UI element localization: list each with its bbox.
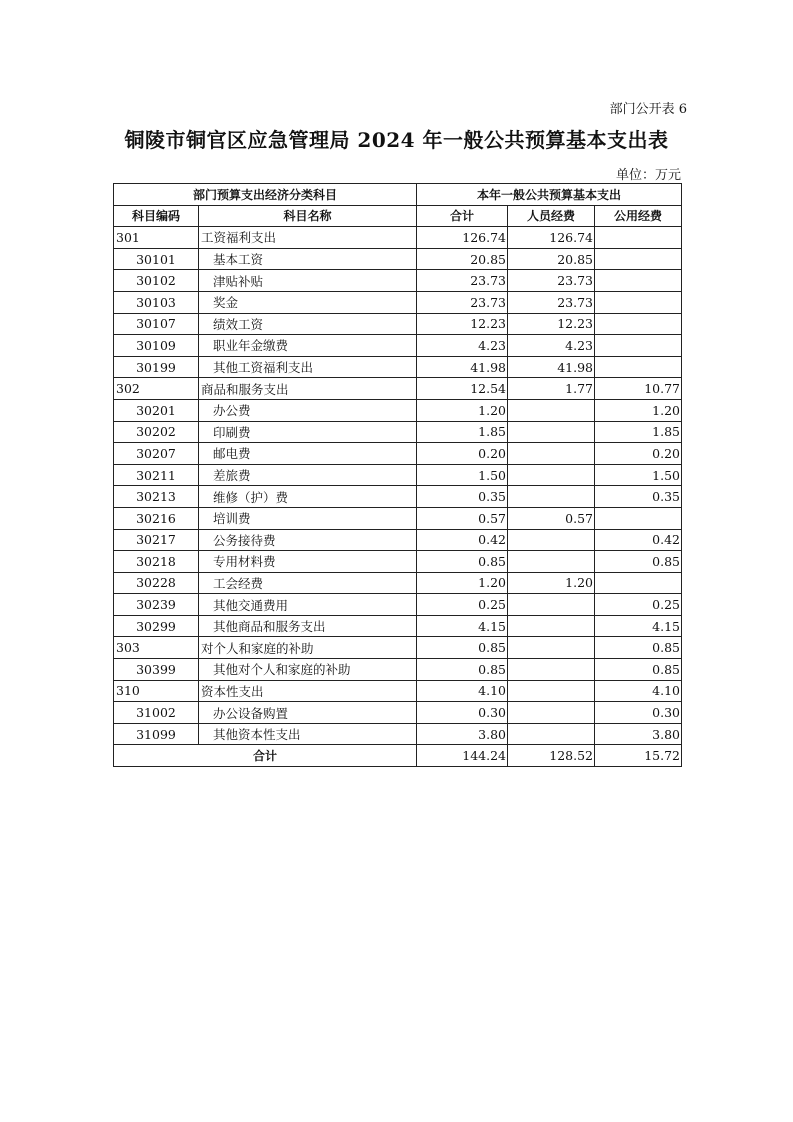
row-public: 10.77 bbox=[595, 378, 682, 400]
row-total: 41.98 bbox=[417, 356, 508, 378]
row-code: 30239 bbox=[114, 594, 199, 616]
row-name: 办公设备购置 bbox=[199, 702, 417, 724]
row-public: 0.30 bbox=[595, 702, 682, 724]
header-public: 公用经费 bbox=[595, 205, 682, 227]
row-code: 302 bbox=[114, 378, 199, 400]
row-total: 4.10 bbox=[417, 680, 508, 702]
row-total: 0.57 bbox=[417, 507, 508, 529]
row-public: 4.15 bbox=[595, 615, 682, 637]
row-total: 0.20 bbox=[417, 443, 508, 465]
budget-table bbox=[113, 183, 682, 767]
row-code: 30399 bbox=[114, 659, 199, 681]
total-amount: 144.24 bbox=[417, 745, 508, 767]
row-code: 30217 bbox=[114, 529, 199, 551]
total-public: 15.72 bbox=[595, 745, 682, 767]
row-total: 1.50 bbox=[417, 464, 508, 486]
row-total: 1.85 bbox=[417, 421, 508, 443]
table-row bbox=[114, 291, 682, 313]
row-code: 303 bbox=[114, 637, 199, 659]
row-personnel: 20.85 bbox=[508, 248, 595, 270]
row-name: 公务接待费 bbox=[199, 529, 417, 551]
row-total: 0.30 bbox=[417, 702, 508, 724]
row-public: 0.85 bbox=[595, 551, 682, 573]
row-name: 其他对个人和家庭的补助 bbox=[199, 659, 417, 681]
table-row bbox=[114, 464, 682, 486]
row-public bbox=[595, 572, 682, 594]
row-code: 30207 bbox=[114, 443, 199, 465]
row-personnel: 23.73 bbox=[508, 270, 595, 292]
page-title: 铜陵市铜官区应急管理局 2024 年一般公共预算基本支出表 bbox=[124, 128, 669, 152]
row-personnel bbox=[508, 551, 595, 573]
table-row bbox=[114, 421, 682, 443]
row-public: 1.50 bbox=[595, 464, 682, 486]
row-public bbox=[595, 356, 682, 378]
row-total: 12.23 bbox=[417, 313, 508, 335]
header-group-classification: 部门预算支出经济分类科目 bbox=[114, 184, 417, 206]
row-total: 0.25 bbox=[417, 594, 508, 616]
row-public: 1.85 bbox=[595, 421, 682, 443]
table-row bbox=[114, 723, 682, 745]
table-row bbox=[114, 572, 682, 594]
row-total: 1.20 bbox=[417, 399, 508, 421]
row-total: 23.73 bbox=[417, 291, 508, 313]
table-row bbox=[114, 399, 682, 421]
row-name: 差旅费 bbox=[199, 464, 417, 486]
table-row bbox=[114, 486, 682, 508]
row-name: 资本性支出 bbox=[199, 680, 417, 702]
row-total: 126.74 bbox=[417, 227, 508, 249]
row-name: 职业年金缴费 bbox=[199, 335, 417, 357]
header-code: 科目编码 bbox=[114, 205, 199, 227]
row-total: 0.35 bbox=[417, 486, 508, 508]
header-total: 合计 bbox=[417, 205, 508, 227]
row-total: 0.42 bbox=[417, 529, 508, 551]
row-total: 4.15 bbox=[417, 615, 508, 637]
row-code: 30199 bbox=[114, 356, 199, 378]
row-code: 30228 bbox=[114, 572, 199, 594]
row-personnel: 4.23 bbox=[508, 335, 595, 357]
row-public bbox=[595, 313, 682, 335]
row-personnel bbox=[508, 659, 595, 681]
table-row bbox=[114, 551, 682, 573]
row-total: 4.23 bbox=[417, 335, 508, 357]
form-number: 部门公开表 6 bbox=[609, 102, 687, 117]
header-personnel: 人员经费 bbox=[508, 205, 595, 227]
row-code: 30211 bbox=[114, 464, 199, 486]
row-code: 30202 bbox=[114, 421, 199, 443]
table-body bbox=[114, 227, 682, 745]
row-personnel: 126.74 bbox=[508, 227, 595, 249]
row-public bbox=[595, 248, 682, 270]
row-public: 0.35 bbox=[595, 486, 682, 508]
row-personnel bbox=[508, 464, 595, 486]
unit-label: 单位：万元 bbox=[615, 168, 681, 183]
row-code: 30213 bbox=[114, 486, 199, 508]
table-row bbox=[114, 227, 682, 249]
row-name: 绩效工资 bbox=[199, 313, 417, 335]
row-name: 办公费 bbox=[199, 399, 417, 421]
row-code: 30103 bbox=[114, 291, 199, 313]
row-name: 对个人和家庭的补助 bbox=[199, 637, 417, 659]
row-code: 310 bbox=[114, 680, 199, 702]
row-name: 工会经费 bbox=[199, 572, 417, 594]
header-column-row bbox=[114, 205, 682, 227]
table-row bbox=[114, 335, 682, 357]
table-row bbox=[114, 507, 682, 529]
row-personnel: 12.23 bbox=[508, 313, 595, 335]
row-total: 23.73 bbox=[417, 270, 508, 292]
row-public bbox=[595, 227, 682, 249]
table-row bbox=[114, 356, 682, 378]
row-personnel: 1.77 bbox=[508, 378, 595, 400]
row-personnel bbox=[508, 637, 595, 659]
row-personnel bbox=[508, 723, 595, 745]
row-name: 其他工资福利支出 bbox=[199, 356, 417, 378]
row-public bbox=[595, 291, 682, 313]
row-personnel bbox=[508, 529, 595, 551]
row-code: 31099 bbox=[114, 723, 199, 745]
row-personnel bbox=[508, 399, 595, 421]
row-code: 30107 bbox=[114, 313, 199, 335]
row-total: 1.20 bbox=[417, 572, 508, 594]
row-code: 30218 bbox=[114, 551, 199, 573]
row-personnel bbox=[508, 421, 595, 443]
row-name: 印刷费 bbox=[199, 421, 417, 443]
row-personnel bbox=[508, 443, 595, 465]
row-public: 0.25 bbox=[595, 594, 682, 616]
table-row bbox=[114, 313, 682, 335]
row-total: 20.85 bbox=[417, 248, 508, 270]
header-group-basic-expenditure: 本年一般公共预算基本支出 bbox=[417, 184, 682, 206]
row-total: 12.54 bbox=[417, 378, 508, 400]
row-code: 30299 bbox=[114, 615, 199, 637]
table-row bbox=[114, 659, 682, 681]
row-code: 30216 bbox=[114, 507, 199, 529]
table-row bbox=[114, 615, 682, 637]
row-name: 奖金 bbox=[199, 291, 417, 313]
row-public: 3.80 bbox=[595, 723, 682, 745]
row-personnel bbox=[508, 486, 595, 508]
row-name: 邮电费 bbox=[199, 443, 417, 465]
row-name: 津贴补贴 bbox=[199, 270, 417, 292]
header-name: 科目名称 bbox=[199, 205, 417, 227]
row-name: 基本工资 bbox=[199, 248, 417, 270]
row-public bbox=[595, 507, 682, 529]
table-row bbox=[114, 378, 682, 400]
table-row bbox=[114, 443, 682, 465]
row-code: 30201 bbox=[114, 399, 199, 421]
row-code: 31002 bbox=[114, 702, 199, 724]
table-row bbox=[114, 637, 682, 659]
header-group-row bbox=[114, 184, 682, 206]
row-public: 0.85 bbox=[595, 637, 682, 659]
row-public bbox=[595, 335, 682, 357]
row-name: 其他交通费用 bbox=[199, 594, 417, 616]
table-row bbox=[114, 594, 682, 616]
row-personnel bbox=[508, 680, 595, 702]
table-row bbox=[114, 702, 682, 724]
table-row bbox=[114, 248, 682, 270]
table-row bbox=[114, 680, 682, 702]
row-public bbox=[595, 270, 682, 292]
row-code: 30109 bbox=[114, 335, 199, 357]
table-row bbox=[114, 529, 682, 551]
row-code: 30102 bbox=[114, 270, 199, 292]
row-personnel: 23.73 bbox=[508, 291, 595, 313]
row-public: 1.20 bbox=[595, 399, 682, 421]
total-row bbox=[114, 745, 682, 767]
row-personnel bbox=[508, 615, 595, 637]
row-name: 商品和服务支出 bbox=[199, 378, 417, 400]
row-total: 0.85 bbox=[417, 551, 508, 573]
row-personnel: 1.20 bbox=[508, 572, 595, 594]
total-label: 合计 bbox=[114, 745, 417, 767]
row-public: 0.42 bbox=[595, 529, 682, 551]
row-personnel bbox=[508, 702, 595, 724]
row-code: 301 bbox=[114, 227, 199, 249]
row-personnel: 41.98 bbox=[508, 356, 595, 378]
row-public: 4.10 bbox=[595, 680, 682, 702]
row-total: 3.80 bbox=[417, 723, 508, 745]
total-personnel: 128.52 bbox=[508, 745, 595, 767]
row-public: 0.20 bbox=[595, 443, 682, 465]
row-name: 专用材料费 bbox=[199, 551, 417, 573]
row-personnel bbox=[508, 594, 595, 616]
row-name: 维修（护）费 bbox=[199, 486, 417, 508]
row-name: 其他商品和服务支出 bbox=[199, 615, 417, 637]
row-public: 0.85 bbox=[595, 659, 682, 681]
row-name: 其他资本性支出 bbox=[199, 723, 417, 745]
row-total: 0.85 bbox=[417, 637, 508, 659]
row-code: 30101 bbox=[114, 248, 199, 270]
table-row bbox=[114, 270, 682, 292]
row-total: 0.85 bbox=[417, 659, 508, 681]
row-name: 培训费 bbox=[199, 507, 417, 529]
row-personnel: 0.57 bbox=[508, 507, 595, 529]
row-name: 工资福利支出 bbox=[199, 227, 417, 249]
